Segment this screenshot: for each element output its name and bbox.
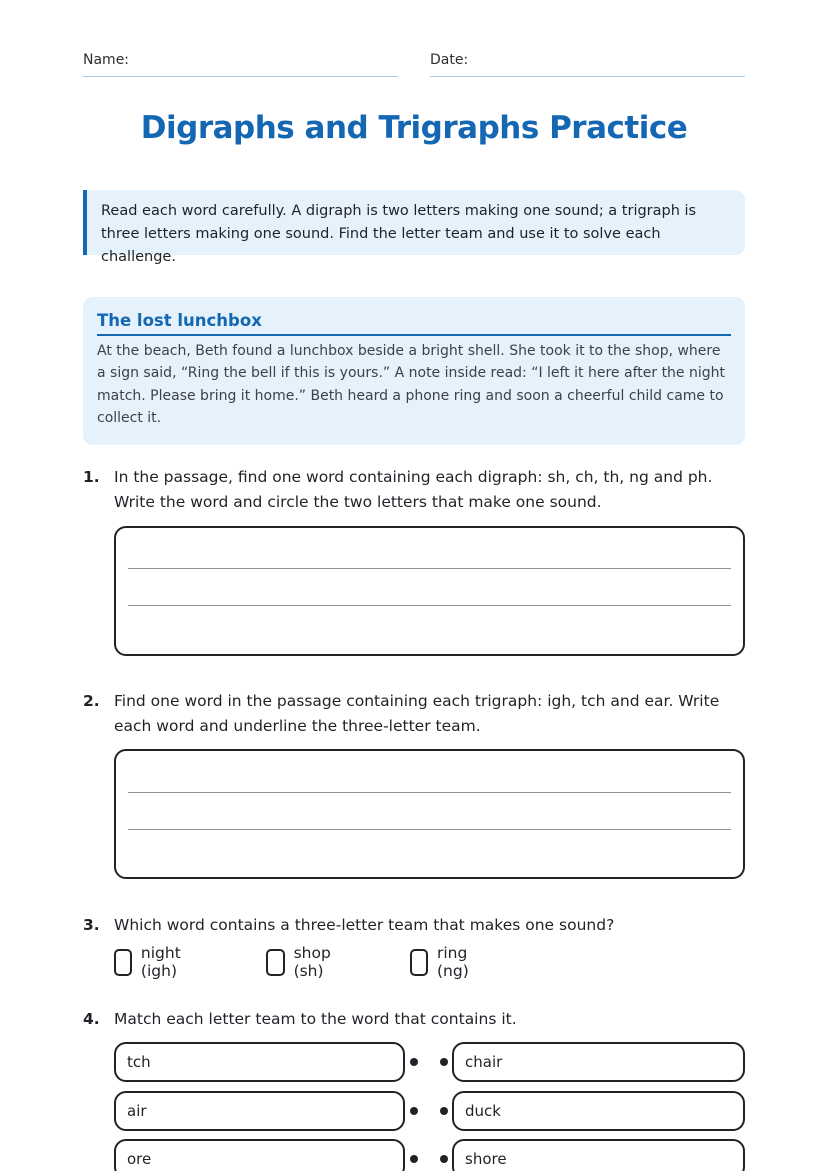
name-label: Name: <box>83 52 130 68</box>
checkbox[interactable] <box>410 949 428 976</box>
option-night[interactable] <box>114 944 190 980</box>
answer-box-1[interactable] <box>114 526 745 656</box>
question-1 <box>83 465 745 515</box>
match-word[interactable] <box>452 1139 745 1171</box>
passage-title: The lost lunchbox <box>97 311 731 336</box>
match-word[interactable] <box>452 1042 745 1082</box>
instructions-box <box>83 190 745 265</box>
question-number: 3. <box>83 916 100 934</box>
match-dot-left[interactable] <box>410 1155 418 1163</box>
answer-line <box>128 568 731 569</box>
match-row <box>114 1139 745 1171</box>
option-ring[interactable] <box>410 944 478 980</box>
reading-passage <box>83 297 745 445</box>
passage-text: At the beach, Beth found a lunchbox beside a bright shell. She took it to the shop, where a sign said, “Ring the bell if this is yours.” A note inside read: “I left it here after the night match. Please bring it home.” Beth heard a phone ring and soon a cheerful child came to collect it. <box>97 343 726 426</box>
question-text: In the passage, find one word containing each digraph: sh, ch, th, ng and ph. Write the word and circle the two letters that make one sound. <box>114 468 713 511</box>
name-date-row <box>83 52 745 78</box>
question-number: 2. <box>83 692 100 710</box>
match-letter-team[interactable] <box>114 1091 405 1131</box>
option-label: shop (sh) <box>293 944 331 980</box>
match-right-label: duck <box>465 1102 501 1120</box>
question-text: Match each letter team to the word that contains it. <box>114 1010 517 1028</box>
checkbox[interactable] <box>114 949 132 976</box>
answer-line <box>128 605 731 606</box>
question-2 <box>83 689 745 739</box>
name-field[interactable] <box>83 52 398 77</box>
question-text: Find one word in the passage containing each trigraph: igh, tch and ear. Write each word and underline the three-letter team. <box>114 692 720 735</box>
match-word[interactable] <box>452 1091 745 1131</box>
question-4 <box>83 1007 745 1032</box>
match-dot-left[interactable] <box>410 1107 418 1115</box>
match-row <box>114 1042 745 1082</box>
question-number: 1. <box>83 468 100 486</box>
checkbox[interactable] <box>266 949 285 976</box>
option-label: ring (ng) <box>436 944 469 980</box>
match-left-label: ore <box>127 1150 152 1168</box>
match-dot-right[interactable] <box>440 1058 448 1066</box>
match-dot-left[interactable] <box>410 1058 418 1066</box>
match-dot-right[interactable] <box>440 1107 448 1115</box>
match-dot-right[interactable] <box>440 1155 448 1163</box>
instructions-text: Read each word carefully. A digraph is two letters making one sound; a trigraph is three letters making one sound. Find the letter team and use it to solve each challenge. <box>101 203 697 265</box>
match-left-label: air <box>127 1102 147 1120</box>
page-title: Digraphs and Trigraphs Practice <box>140 110 688 146</box>
answer-line <box>128 792 731 793</box>
match-right-label: chair <box>465 1053 503 1071</box>
date-label: Date: <box>430 52 469 68</box>
answer-line <box>128 829 731 830</box>
match-right-label: shore <box>465 1150 507 1168</box>
question-number: 4. <box>83 1010 100 1028</box>
match-left-label: tch <box>127 1053 151 1071</box>
match-letter-team[interactable] <box>114 1139 405 1171</box>
answer-box-2[interactable] <box>114 749 745 879</box>
option-label: night (igh) <box>140 944 181 980</box>
date-field[interactable] <box>430 52 745 77</box>
question-text: Which word contains a three-letter team that makes one sound? <box>114 916 615 934</box>
match-letter-team[interactable] <box>114 1042 405 1082</box>
match-row <box>114 1091 745 1131</box>
option-shop[interactable] <box>266 944 339 980</box>
question-3 <box>83 913 745 938</box>
